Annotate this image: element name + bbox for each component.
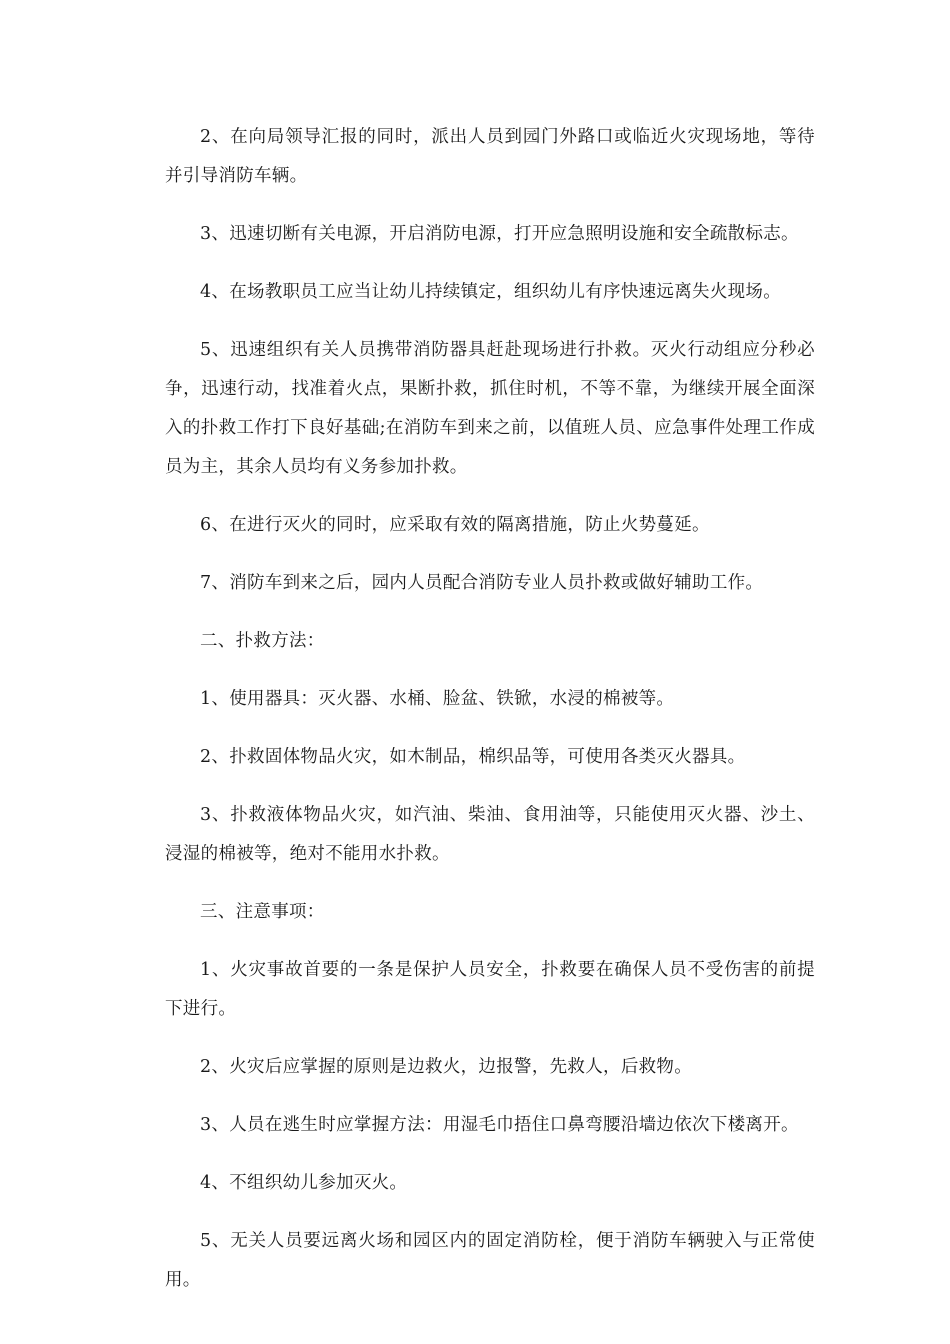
- paragraph-cut-power: 3、迅速切断有关电源，开启消防电源，打开应急照明设施和安全疏散标志。: [200, 224, 799, 244]
- paragraph-no-children: 4、不组织幼儿参加灭火。: [200, 1173, 408, 1193]
- paragraph-liquid-fire: 3、扑救液体物品火灾，如汽油、柴油、食用油等，只能使用灭火器、沙土、浸湿的棉被等，绝对不能用水扑救。: [165, 805, 815, 864]
- paragraph-personnel-safety: 1、火灾事故首要的一条是保护人员安全，扑救要在确保人员不受伤害的前提下进行。: [165, 960, 815, 1019]
- paragraph-guide-fire-truck: 2、在向局领导汇报的同时，派出人员到园门外路口或临近火灾现场地，等待并引导消防车辆。: [165, 127, 815, 186]
- document-page: [165, 118, 815, 1319]
- paragraph-principles: 2、火灾后应掌握的原则是边救火，边报警，先救人，后救物。: [200, 1057, 693, 1077]
- paragraph-isolation: 6、在进行灭火的同时，应采取有效的隔离措施，防止火势蔓延。: [200, 515, 710, 535]
- section-heading-methods: 二、扑救方法：: [200, 631, 325, 651]
- paragraph-keep-clear: 5、无关人员要远离火场和园区内的固定消防栓，便于消防车辆驶入与正常使用。: [165, 1231, 815, 1290]
- section-heading-notes: 三、注意事项：: [200, 902, 325, 922]
- paragraph-assist-firefighters: 7、消防车到来之后，园内人员配合消防专业人员扑救或做好辅助工作。: [200, 573, 764, 593]
- paragraph-evacuate-children: 4、在场教职员工应当让幼儿持续镇定，组织幼儿有序快速远离失火现场。: [200, 282, 782, 302]
- paragraph-equipment: 1、使用器具：灭火器、水桶、脸盆、铁锨，水浸的棉被等。: [200, 689, 675, 709]
- paragraph-escape-method: 3、人员在逃生时应掌握方法：用湿毛巾捂住口鼻弯腰沿墙边依次下楼离开。: [200, 1115, 799, 1135]
- paragraph-solid-fire: 2、扑救固体物品火灾，如木制品，棉织品等，可使用各类灭火器具。: [200, 747, 746, 767]
- paragraph-organize-rescue: 5、迅速组织有关人员携带消防器具赶赴现场进行扑救。灭火行动组应分秒必争，迅速行动，找准着火点，果断扑救，抓住时机，不等不靠，为继续开展全面深入的扑救工作打下良好基础;在消防车到来之前，以值班人员、应急事件处理工作成员为主，其余人员均有义务参加扑救。: [165, 340, 815, 477]
